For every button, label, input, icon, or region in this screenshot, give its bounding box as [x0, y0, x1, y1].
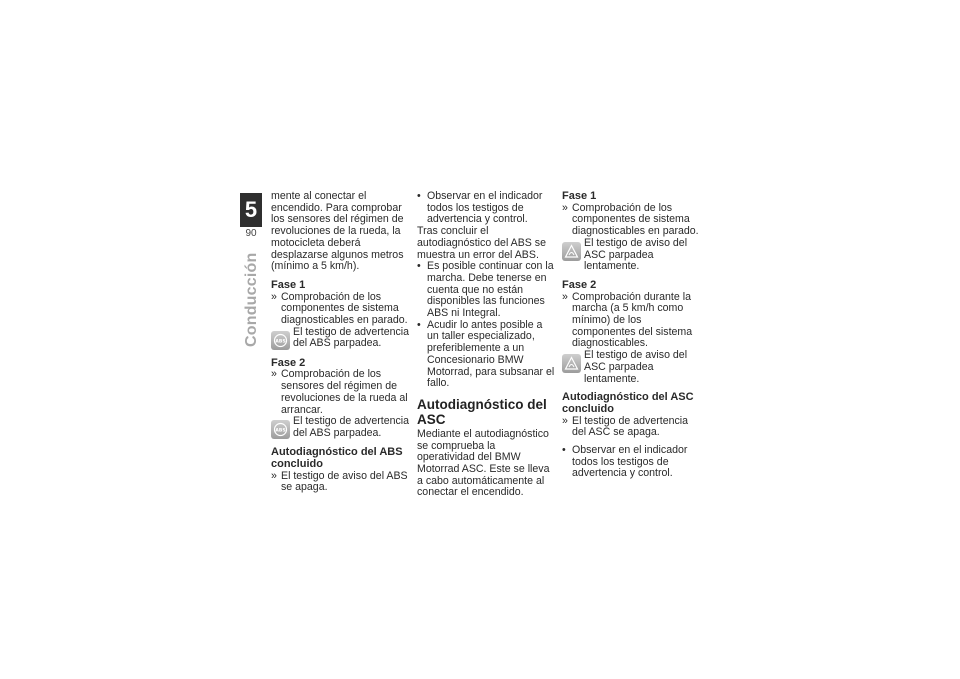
step-item: » Comprobación de los componentes de sistema diagnosticables en parado.: [562, 203, 702, 238]
note-text: El testigo de advertencia del ABS parpadea.: [293, 415, 410, 439]
svg-text:ABS: ABS: [275, 428, 286, 434]
note-text: El testigo de advertencia del ABS parpadea.: [293, 325, 410, 350]
svg-text:ABS: ABS: [275, 339, 286, 345]
heading-fase-2: Fase 2: [562, 278, 597, 291]
paragraph: Mediante el autodiagnóstico se comprueba la operatividad del BMW Motorrad ASC. Este se lleva a cabo automáticamente al conectar el encendido.: [417, 427, 550, 499]
bullet-item: • Observar en el indicador todos los testigos de advertencia y control.: [562, 445, 702, 480]
step-item: » Comprobación de los sensores del régimen de revoluciones de la rueda al arrancar.: [271, 369, 411, 416]
column-3: [562, 191, 702, 480]
step-item: » Comprobación de los componentes de sistema diagnosticables en parado.: [271, 292, 411, 327]
step-item: » Comprobación durante la marcha (a 5 km/h como mínimo) de los componentes del sistema diagnosticables.: [562, 292, 702, 351]
chapter-number: 5: [240, 193, 262, 226]
bullet-item: • Acudir lo antes posible a un taller especializado, preferiblemente a un Concesionario BMW Motorrad, para subsanar el fallo.: [417, 320, 555, 390]
bullet-item: • Observar en el indicador todos los testigos de advertencia y control.: [417, 191, 555, 226]
note-asc: [562, 238, 702, 273]
asc-warning-icon: [562, 354, 581, 373]
chapter-divider: [240, 226, 262, 227]
section-heading-asc: Autodiagnóstico del ASC: [417, 396, 547, 427]
chapter-title: Conducción: [243, 252, 260, 347]
asc-warning-icon: [562, 242, 581, 261]
paragraph: mente al conectar el encendido. Para comprobar los sensores del régimen de revoluciones de la rueda, la motocicleta deberá desplazarse algunos metros (mínimo a 5 km/h).: [271, 190, 404, 273]
bullet-item: • Es posible continuar con la marcha. Debe tenerse en cuenta que no están disponibles las funciones ABS ni Integral.: [417, 261, 555, 320]
paragraph: Tras concluir el autodiagnóstico del ABS se muestra un error del ABS.: [417, 225, 546, 261]
abs-warning-icon: [271, 420, 290, 439]
note-asc: [562, 350, 702, 385]
heading-fase-1: Fase 1: [562, 190, 597, 202]
heading-fase-1: Fase 1: [271, 278, 306, 291]
note-text: El testigo de aviso del ASC parpadea lentamente.: [584, 349, 688, 385]
page-number: 90: [245, 228, 257, 239]
column-1: [271, 191, 411, 494]
note-abs: [271, 416, 411, 440]
note-text: El testigo de aviso del ASC parpadea lentamente.: [584, 236, 688, 273]
step-item: » El testigo de aviso del ABS se apaga.: [271, 471, 411, 494]
step-item: » El testigo de advertencia del ASC se apaga.: [562, 416, 702, 439]
note-abs: [271, 327, 411, 351]
abs-warning-icon: [271, 331, 290, 350]
heading-fase-2: Fase 2: [271, 356, 306, 369]
heading-asc-concluido: Autodiagnóstico del ASC concluido: [562, 391, 694, 415]
column-2: [417, 191, 555, 499]
heading-abs-concluido: Autodiagnóstico del ABS concluido: [271, 446, 403, 470]
